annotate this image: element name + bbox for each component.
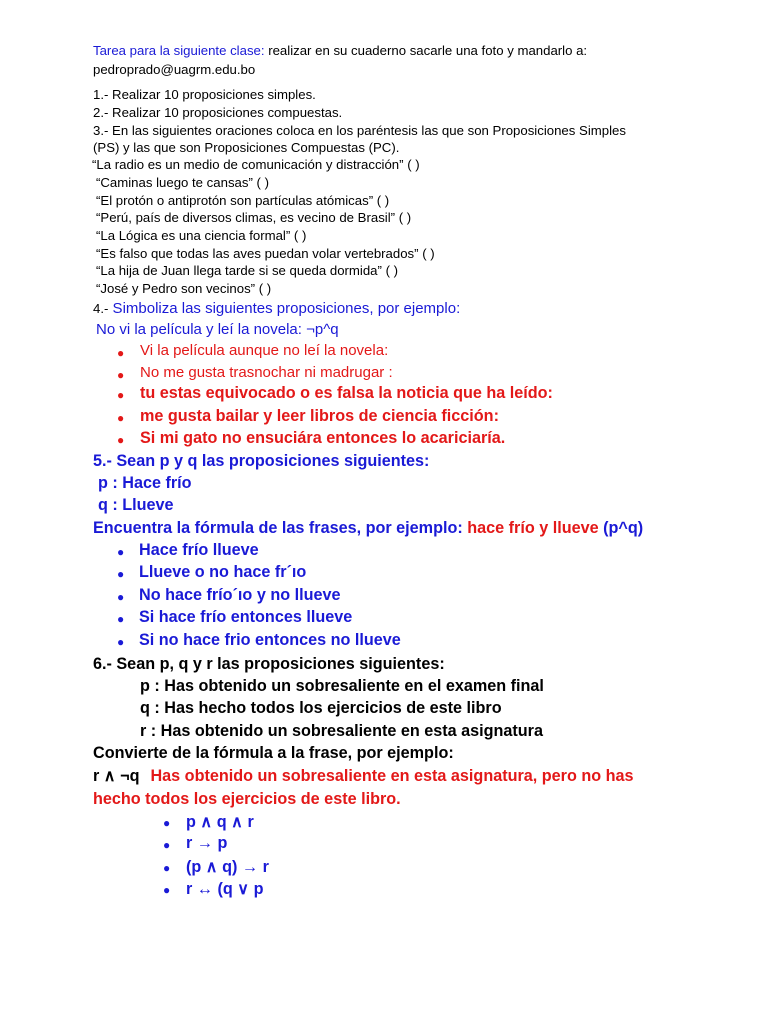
bullet-dot: ● — [117, 388, 125, 402]
item-6-example-line2: hecho todos los ejercicios de este libro. — [93, 790, 401, 808]
bullet-dot: ● — [117, 545, 125, 559]
item-5-bullet-2: Llueve o no hace fr´ıo — [139, 563, 307, 581]
header-line — [93, 43, 587, 58]
bullet-dot: ● — [117, 411, 125, 425]
item-4-number: 4.- — [93, 301, 109, 316]
sentence-3: “El protón o antiprotón son partículas atómicas” ( ) — [96, 193, 390, 208]
item-3-line2: (PS) y las que son Proposiciones Compuestas (PC). — [93, 140, 400, 155]
item-4-example: No vi la película y leí la novela: ¬p^q — [96, 321, 339, 338]
item-6-bullet-2: r → p — [186, 834, 228, 852]
item-1: 1.- Realizar 10 proposiciones simples. — [93, 87, 316, 102]
item-2: 2.- Realizar 10 proposiciones compuestas. — [93, 105, 343, 120]
bullet-dot: ● — [117, 433, 125, 447]
bullet-dot: ● — [163, 816, 171, 830]
item-4-bullet-1: Vi la película aunque no leí la novela: — [140, 342, 389, 359]
item-6-bullet-4: r ↔ (q ∨ p — [186, 880, 264, 898]
sentence-7: “La hija de Juan llega tarde si se queda dormida” ( ) — [96, 263, 399, 278]
item-5-bullet-5: Si no hace frio entonces no llueve — [139, 631, 401, 649]
item-6-r: r : Has obtenido un sobresaliente en esta asignatura — [140, 722, 543, 740]
item-6-bullet-3: (p ∧ q) → r — [186, 858, 269, 876]
item-4-bullet-2: No me gusta trasnochar ni madrugar : — [140, 364, 393, 381]
sentence-1: “La radio es un medio de comunicación y distracción” ( ) — [92, 157, 420, 172]
item-4-bullet-3: tu estas equivocado o es falsa la noticia que ha leído: — [140, 384, 553, 402]
item-6-example-formula: r ∧ ¬q — [93, 767, 140, 785]
sentence-5: “La Lógica es una ciencia formal” ( ) — [96, 228, 307, 243]
item-5-bullet-1: Hace frío llueve — [139, 541, 259, 559]
bullet-dot: ● — [117, 567, 125, 581]
item-4-title-text: Simboliza las siguientes proposiciones, por ejemplo: — [108, 300, 461, 317]
item-5-q: q : Llueve — [98, 496, 174, 514]
item-4-bullet-4: me gusta bailar y leer libros de ciencia ficción: — [140, 407, 499, 425]
item-6-instruction: Convierte de la fórmula a la frase, por ejemplo: — [93, 744, 454, 762]
bullet-dot: ● — [163, 838, 171, 852]
bullet-dot: ● — [163, 861, 171, 875]
item-6-title: 6.- Sean p, q y r las proposiciones siguientes: — [93, 655, 445, 673]
item-5-p: p : Hace frío — [98, 474, 192, 492]
sentence-8: “José y Pedro son vecinos” ( ) — [96, 281, 272, 296]
item-5-instruction — [93, 519, 643, 538]
bullet-dot: ● — [163, 883, 171, 897]
bullet-dot: ● — [117, 346, 125, 360]
header-email: pedroprado@uagrm.edu.bo — [93, 62, 256, 77]
header-lead: Tarea para la siguiente clase: — [93, 43, 265, 58]
sentence-2: “Caminas luego te cansas” ( ) — [96, 175, 269, 190]
sentence-4: “Perú, país de diversos climas, es vecino de Brasil” ( ) — [96, 210, 412, 225]
item-5-title: 5.- Sean p y q las proposiciones siguientes: — [93, 452, 430, 470]
bullet-dot: ● — [117, 612, 125, 626]
item-3-line1: 3.- En las siguientes oraciones coloca en los paréntesis las que son Proposiciones Simples — [93, 123, 626, 138]
item-5-bullet-3: No hace frío´ıo y no llueve — [139, 586, 341, 604]
sentence-6: “Es falso que todas las aves puedan volar vertebrados” ( ) — [96, 246, 435, 261]
item-6-example-line1: Has obtenido un sobresaliente en esta asignatura, pero no has — [150, 767, 634, 785]
item-5-instruction-text: Encuentra la fórmula de las frases, por ejemplo: — [93, 519, 468, 537]
item-5-bullet-4: Si hace frío entonces llueve — [139, 608, 353, 626]
item-6-p: p : Has obtenido un sobresaliente en el examen final — [140, 677, 544, 695]
item-4-bullet-5: Si mi gato no ensuciára entonces lo acariciaría. — [140, 429, 506, 447]
item-6-example — [93, 766, 634, 786]
item-4-title — [93, 300, 460, 317]
item-5-example: hace frío y llueve — [467, 519, 599, 537]
item-6-q: q : Has hecho todos los ejercicios de este libro — [140, 699, 502, 717]
header-rest: realizar en su cuaderno sacarle una foto y mandarlo a: — [264, 43, 588, 58]
item-6-bullet-1: p ∧ q ∧ r — [186, 813, 254, 831]
bullet-dot: ● — [117, 368, 125, 382]
bullet-dot: ● — [117, 590, 125, 604]
item-5-formula: (p^q) — [598, 519, 644, 537]
bullet-dot: ● — [117, 635, 125, 649]
